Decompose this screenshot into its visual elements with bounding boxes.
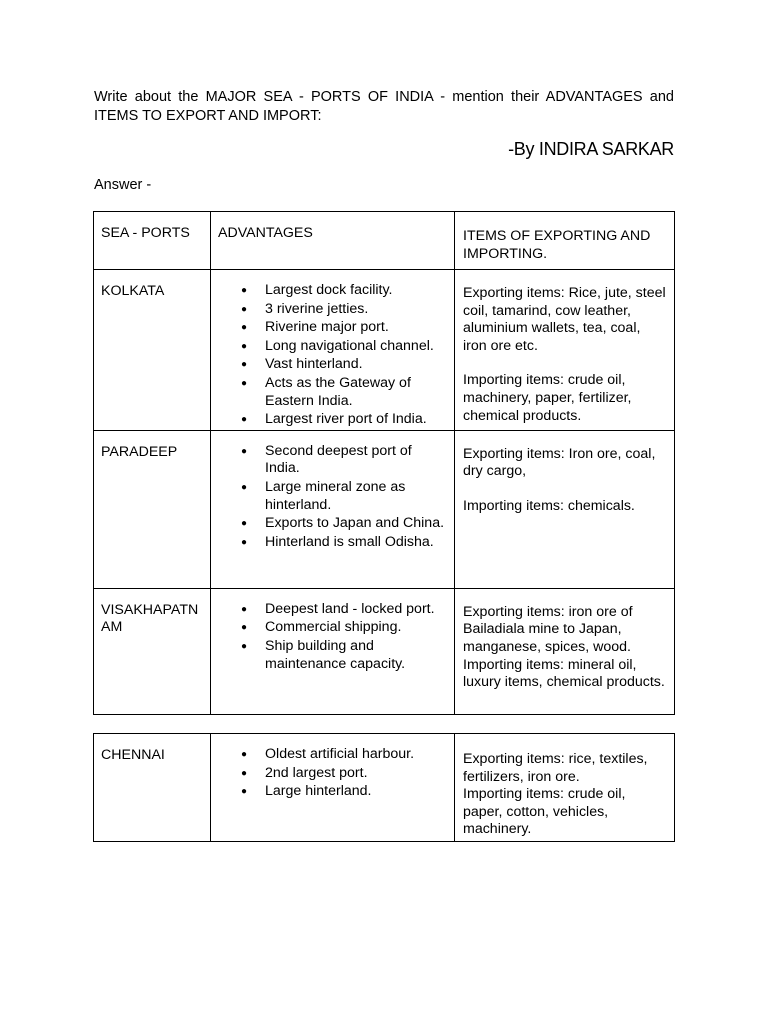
importing-items: Importing items: chemicals. — [463, 497, 635, 514]
list-item: ● Large mineral zone as hinterland. — [265, 479, 448, 514]
port-cell: PARADEEP — [94, 430, 211, 588]
advantages-cell — [211, 588, 455, 714]
sea-ports-table — [93, 211, 675, 715]
advantages-cell — [211, 734, 455, 842]
list-item: ● Large hinterland. — [265, 783, 448, 801]
items-cell — [455, 734, 675, 842]
advantages-list — [211, 431, 454, 552]
list-item: ● Long navigational channel. — [265, 338, 448, 356]
advantages-list — [211, 270, 454, 429]
advantages-list — [211, 589, 454, 673]
list-item: ● Commercial shipping. — [265, 619, 448, 637]
port-cell: VISAKHAPATNAM — [94, 588, 211, 714]
advantages-list — [211, 734, 454, 801]
list-item: ● Riverine major port. — [265, 319, 448, 337]
list-item: ● Exports to Japan and China. — [265, 515, 448, 533]
list-item: ● Vast hinterland. — [265, 356, 448, 374]
importing-items: Importing items: crude oil, machinery, paper, fertilizer, chemical products. — [463, 372, 632, 424]
importing-items: Importing items: mineral oil, luxury items, chemical products. — [463, 656, 665, 691]
list-item: ● Second deepest port of India. — [265, 443, 448, 478]
list-item: ● 2nd largest port. — [265, 765, 448, 783]
advantages-cell — [211, 430, 455, 588]
advantages-cell — [211, 270, 455, 431]
exporting-items: Exporting items: Iron ore, coal, dry cargo, — [463, 445, 656, 480]
list-item: ● Largest river port of India. — [265, 411, 448, 429]
table-header-row — [94, 212, 675, 270]
answer-label: Answer - — [94, 177, 152, 193]
items-cell — [455, 588, 675, 714]
importing-items: Importing items: crude oil, paper, cotton, vehicles, machinery. — [463, 786, 626, 838]
list-item: ● Acts as the Gateway of Eastern India. — [265, 375, 448, 410]
exporting-items: Exporting items: rice, textiles, fertilizers, iron ore. — [463, 751, 648, 785]
list-item: ● Hinterland is small Odisha. — [265, 534, 448, 552]
table-row — [94, 734, 675, 842]
table-row — [94, 588, 675, 714]
author-byline: -By INDIRA SARKAR — [508, 139, 674, 159]
port-cell: CHENNAI — [94, 734, 211, 842]
port-cell: KOLKATA — [94, 270, 211, 431]
chennai-table — [93, 733, 675, 842]
list-item: ● 3 riverine jetties. — [265, 301, 448, 319]
list-item: ● Largest dock facility. — [265, 282, 448, 300]
exporting-items: Exporting items: Rice, jute, steel coil, tamarind, cow leather, aluminium wallets, tea, coal, iron ore etc. — [463, 285, 666, 354]
question-text: Write about the MAJOR SEA - PORTS OF INDIA - mention their ADVANTAGES and ITEMS TO EXPORT AND IMPORT: — [94, 89, 674, 124]
header-advantages: ADVANTAGES — [211, 212, 455, 270]
items-cell — [455, 430, 675, 588]
table-row — [94, 270, 675, 431]
list-item: ● Ship building and maintenance capacity. — [265, 638, 448, 673]
header-sea-ports: SEA - PORTS — [94, 212, 211, 270]
list-item: ● Deepest land - locked port. — [265, 601, 448, 619]
items-cell — [455, 270, 675, 431]
header-items: ITEMS OF EXPORTING AND IMPORTING. — [455, 212, 675, 270]
table-row — [94, 430, 675, 588]
exporting-items: Exporting items: iron ore of Bailadiala mine to Japan, manganese, spices, wood. — [463, 603, 633, 655]
list-item: ● Oldest artificial harbour. — [265, 746, 448, 764]
